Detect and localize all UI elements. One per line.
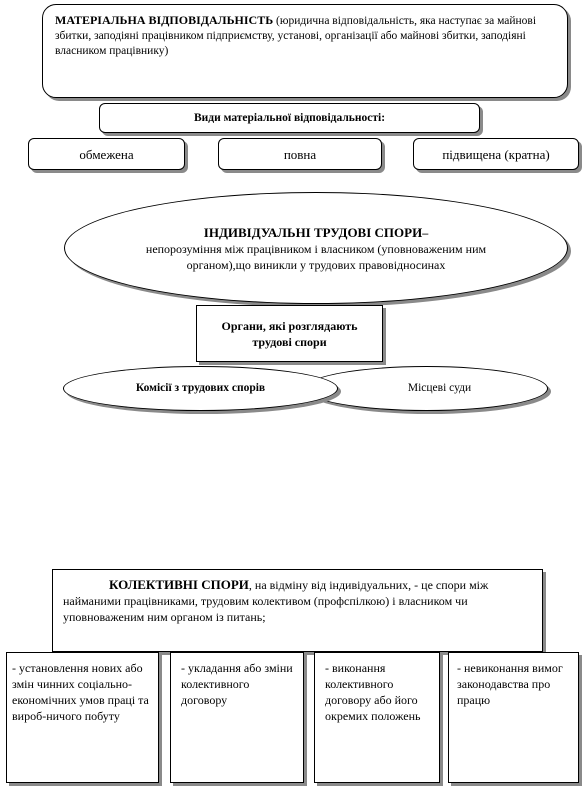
collective-disputes-definition: , на відміну від індивідуальних, - це спори між найманими працівниками, трудовим колективом (профспілкою) і власником чи уповноваженим ним органом із питань;	[63, 578, 489, 624]
individual-disputes-title: ІНДИВІДУАЛЬНІ ТРУДОВІ СПОРИ	[203, 224, 423, 240]
individual-disputes-ellipse: ІНДИВІДУАЛЬНІ ТРУДОВІ СПОРИ– непорозуміння між працівником і власником (уповноваженим ним органом),що виникли у трудових правовідносинах	[64, 192, 568, 304]
collective-issue-2: - укладання або зміни колективного договору	[170, 652, 304, 783]
liability-type-increased: підвищена (кратна)	[413, 138, 579, 170]
organ-local-courts: Місцеві суди	[305, 366, 548, 411]
collective-issue-3: - виконання колективного договору або його окремих положень	[314, 652, 440, 783]
dispute-organs-header: Органи, які розглядають трудові спори	[221, 318, 358, 349]
collective-issue-1: - установлення нових або змін чинних соціально-економічних умов праці та вироб-ничого побуту	[6, 652, 159, 783]
liability-types-header-box	[99, 103, 480, 133]
dispute-organs-header-box	[196, 305, 383, 362]
liability-definition-box	[42, 4, 568, 98]
liability-type-limited: обмежена	[28, 138, 185, 170]
collective-issue-4: - невиконання вимог законодавства про працю	[448, 652, 579, 783]
liability-types-header: Види матеріальної відповідальності:	[193, 111, 386, 124]
collective-disputes-title: КОЛЕКТИВНІ СПОРИ	[109, 577, 249, 592]
liability-definition: (юридична відповідальність, яка наступає за майнові збитки, заподіяні працівником підприємству, установі, організації або майнові збитки, заподіяні власником працівнику)	[55, 15, 537, 57]
individual-disputes-definition: непорозуміння між працівником і власником (уповноваженим ним органом),що виникли у трудових правовідносинах	[145, 241, 487, 272]
organ-labour-disputes-commission: Комісії з трудових спорів	[63, 366, 338, 411]
collective-disputes-box	[52, 569, 543, 652]
liability-type-full: повна	[218, 138, 382, 170]
liability-title: МАТЕРІАЛЬНА ВІДПОВІДАЛЬНІСТЬ	[55, 13, 274, 27]
